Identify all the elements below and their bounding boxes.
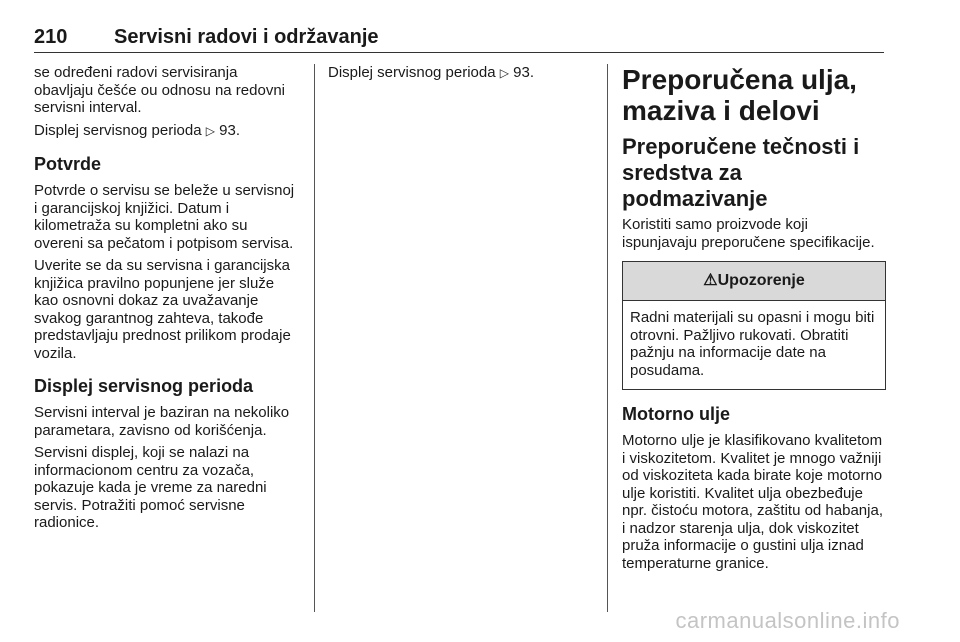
- page-reference[interactable]: [34, 122, 300, 141]
- arrow-right-icon: ▷: [499, 66, 509, 80]
- page-header: [34, 26, 884, 53]
- warning-header: [623, 262, 885, 301]
- paragraph: Servisni displej, koji se nalazi na informacionom centru za vozača, pokazuje kada je vreme za naredni servis. Potražiti pomoć servisne radionice.: [34, 444, 267, 531]
- column-middle: [328, 64, 594, 88]
- heading-service-display: Displej servisnog perioda: [34, 376, 254, 396]
- paragraph: se određeni radovi servisiranja obavljaju češće ou odnosu na redovni servisni interval.: [34, 64, 286, 116]
- paragraph: Motorno ulje je klasifikovano kvalitetom i viskozitetom. Kvalitet je mnogo važniji od viskoziteta kada birate koje motorno ulje koristiti. Kvalitet ulja obezbeđuje npr. čistoću motora, zaštitu od habanja, i nadzor starenja ulja, dok viskozitet pruža informacije o gustini ulja iznad temperaturne granice.: [622, 432, 883, 572]
- heading-engine-oil: Motorno ulje: [622, 404, 730, 424]
- reference-text: Displej servisnog perioda: [34, 121, 202, 139]
- watermark: carmanualsonline.info: [675, 608, 900, 633]
- warning-text: Radni materijali su opasni i mogu biti otrovni. Pažljivo rukovati. Obratiti pažnju na informacije date na posudama.: [630, 309, 875, 379]
- reference-text: Displej servisnog perioda: [328, 64, 496, 81]
- warning-box: [622, 261, 886, 390]
- column-divider: [607, 64, 608, 612]
- reference-page: 93.: [513, 64, 535, 81]
- subsection-title: Preporučene tečnosti i sredstva za podmazivanje: [622, 134, 860, 211]
- column-divider: [314, 64, 315, 612]
- column-right: [622, 64, 886, 577]
- warning-title: Upozorenje: [717, 272, 805, 289]
- page-reference[interactable]: [328, 64, 594, 83]
- section-title: Preporučena ulja, maziva i delovi: [622, 64, 857, 126]
- paragraph: Uverite se da su servisna i garancijska knjižica pravilno popunjene jer služe kao osnovni dokaz za uvažavanje svakog garantnog zahteva, takođe predstavljaju prednost prilikom prodaje vozila.: [34, 257, 291, 362]
- page-number: 210: [34, 26, 68, 48]
- column-left: [34, 64, 300, 537]
- chapter-title: Servisni radovi i održavanje: [114, 26, 379, 48]
- reference-page: 93.: [219, 121, 241, 139]
- heading-confirmations: Potvrde: [34, 154, 102, 174]
- arrow-right-icon: ▷: [205, 123, 215, 138]
- paragraph: Potvrde o servisu se beleže u servisnoj i garancijskoj knjižici. Datum i kilometraža su kompletni ako su overeni sa pečatom i potpisom servisa.: [34, 182, 295, 252]
- paragraph: Servisni interval je baziran na nekoliko parametara, zavisno od korišćenja.: [34, 404, 290, 439]
- paragraph: Koristiti samo proizvode koji ispunjavaju preporučene specifikacije.: [622, 216, 875, 251]
- warning-triangle-icon: ⚠: [703, 272, 718, 289]
